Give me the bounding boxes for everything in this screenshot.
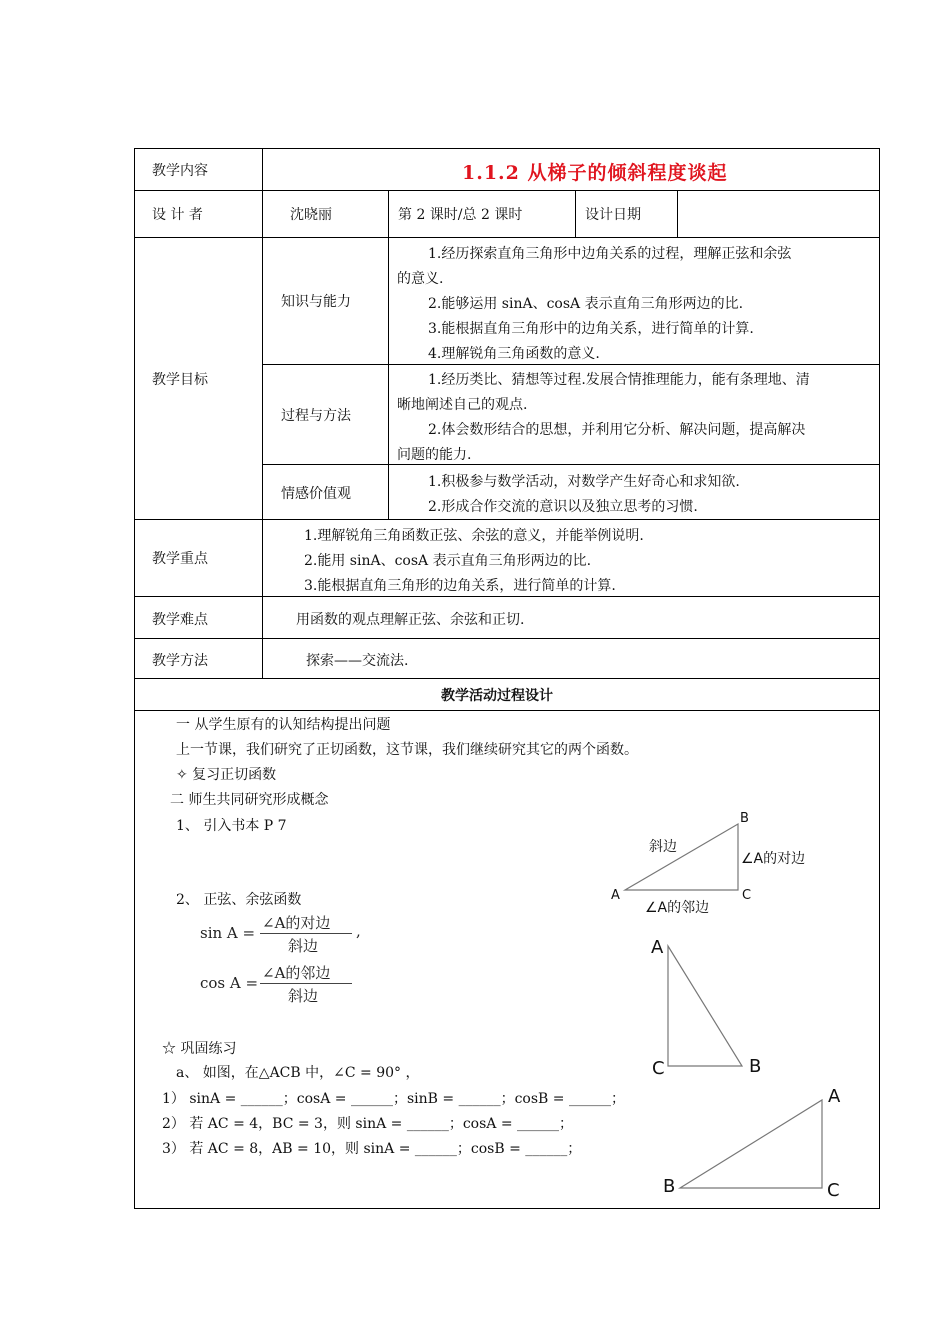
knowledge-line: 2.能够运用 sinA、cosA 表示直角三角形两边的比. (428, 296, 744, 312)
row-divider (134, 237, 880, 238)
emotion-label: 情感价值观 (281, 486, 351, 502)
emotion-line: 2.形成合作交流的意识以及独立思考的习惯. (428, 499, 698, 515)
knowledge-line: 1.经历探索直角三角形中边角关系的过程，理解正弦和余弦 (428, 246, 792, 262)
row-divider (134, 678, 880, 679)
emotion-line: 1.积极参与数学活动，对数学产生好奇心和求知欲. (428, 474, 740, 490)
process-line: 1.经历类比、猜想等过程.发展合情推理能力，能有条理地、清 (428, 372, 810, 388)
vertex-label: C (827, 1180, 840, 1201)
practice-question: 3） 若 AC = 8，AB = 10，则 sinA = ______；cosB = ______； (162, 1141, 582, 1157)
lesson-title: 1.1.2 从梯子的倾斜程度谈起 (462, 162, 728, 184)
row-divider (134, 190, 880, 191)
column-divider (677, 190, 678, 237)
practice-question: 1） sinA = ______；cosA = ______；sinB = ______；cosB = ______； (162, 1091, 625, 1107)
sine-lhs: sin A = (200, 924, 256, 942)
activity-line: 一 从学生原有的认知结构提出问题 (176, 717, 391, 733)
practice-intro: a、 如图，在△ACB 中，∠C = 90° ， (176, 1065, 420, 1081)
knowledge-line: 4.理解锐角三角函数的意义. (428, 346, 600, 362)
key-point-line: 1.理解锐角三角函数正弦、余弦的意义，并能举例说明. (304, 528, 644, 544)
designer-name: 沈晓丽 (290, 207, 332, 223)
row-divider (134, 519, 880, 520)
process-line: 2.体会数形结合的思想，并利用它分析、解决问题，提高解决 (428, 422, 806, 438)
key-points-label: 教学重点 (152, 551, 208, 567)
key-point-line: 2.能用 sinA、cosA 表示直角三角形两边的比. (304, 553, 592, 569)
knowledge-label: 知识与能力 (281, 294, 351, 310)
vertex-label: B (749, 1056, 762, 1077)
activity-line: 二 师生共同研究形成概念 (170, 792, 329, 808)
sine-tail: , (356, 922, 361, 940)
knowledge-line: 的意义. (397, 271, 444, 287)
fraction-bar (260, 933, 352, 934)
designer-label: 设 计 者 (152, 207, 203, 223)
process-line: 问题的能力. (397, 447, 472, 463)
row-divider (262, 364, 880, 365)
vertex-label: C (652, 1058, 665, 1079)
row-divider (262, 464, 880, 465)
vertex-label: A (651, 937, 664, 958)
activity-line: 2、 正弦、余弦函数 (176, 892, 302, 908)
vertex-label: B (740, 811, 749, 826)
column-divider (575, 190, 576, 237)
sine-numerator: ∠A的对边 (262, 914, 331, 932)
activity-line: 上一节课，我们研究了正切函数，这节课，我们继续研究其它的两个函数。 (176, 742, 638, 758)
practice-title: ☆ 巩固练习 (162, 1041, 237, 1057)
column-divider (388, 190, 389, 519)
triangle-outline (680, 1100, 822, 1188)
vertex-label: A (611, 888, 620, 903)
design-date-label: 设计日期 (585, 207, 641, 223)
sine-denominator: 斜边 (288, 937, 319, 955)
method-text: 探索——交流法. (306, 653, 409, 669)
cosine-lhs: cos A = (200, 974, 259, 992)
opposite-side-label: ∠A的对边 (741, 851, 806, 867)
triangle-outline (625, 824, 738, 890)
knowledge-line: 3.能根据直角三角形中的边角关系，进行简单的计算. (428, 321, 754, 337)
row-divider (134, 710, 880, 711)
activity-line: ✧ 复习正切函数 (176, 767, 277, 783)
vertex-label: C (742, 888, 752, 903)
triangle-figure-2 (650, 930, 760, 1080)
cosine-formula (200, 962, 370, 1008)
activity-line: 1、 引入书本 P 7 (176, 818, 287, 834)
hypotenuse-label: 斜边 (649, 839, 677, 855)
practice-question: 2） 若 AC = 4，BC = 3，则 sinA = ______；cosA = ______； (162, 1116, 574, 1132)
fraction-bar (260, 983, 352, 984)
method-label: 教学方法 (152, 653, 208, 669)
cosine-numerator: ∠A的邻边 (262, 964, 331, 982)
activity-heading: 教学活动过程设计 (441, 688, 553, 704)
sine-formula (200, 912, 370, 958)
key-point-line: 3.能根据直角三角形的边角关系，进行简单的计算. (304, 578, 616, 594)
vertex-label: B (663, 1176, 676, 1197)
process-label: 过程与方法 (281, 408, 351, 424)
cosine-denominator: 斜边 (288, 987, 319, 1005)
triangle-figure-3 (670, 1090, 840, 1200)
period-info: 第 2 课时/总 2 课时 (398, 207, 523, 223)
row-divider (134, 596, 880, 597)
difficulty-label: 教学难点 (152, 612, 208, 628)
vertex-label: A (828, 1086, 841, 1107)
process-line: 晰地阐述自己的观点. (397, 397, 528, 413)
row-divider (134, 638, 880, 639)
objectives-label: 教学目标 (152, 372, 208, 388)
column-divider (262, 148, 263, 678)
difficulty-text: 用函数的观点理解正弦、余弦和正切. (296, 612, 525, 628)
triangle-outline (668, 946, 742, 1066)
content-label: 教学内容 (152, 163, 208, 179)
adjacent-side-label: ∠A的邻边 (645, 900, 710, 916)
